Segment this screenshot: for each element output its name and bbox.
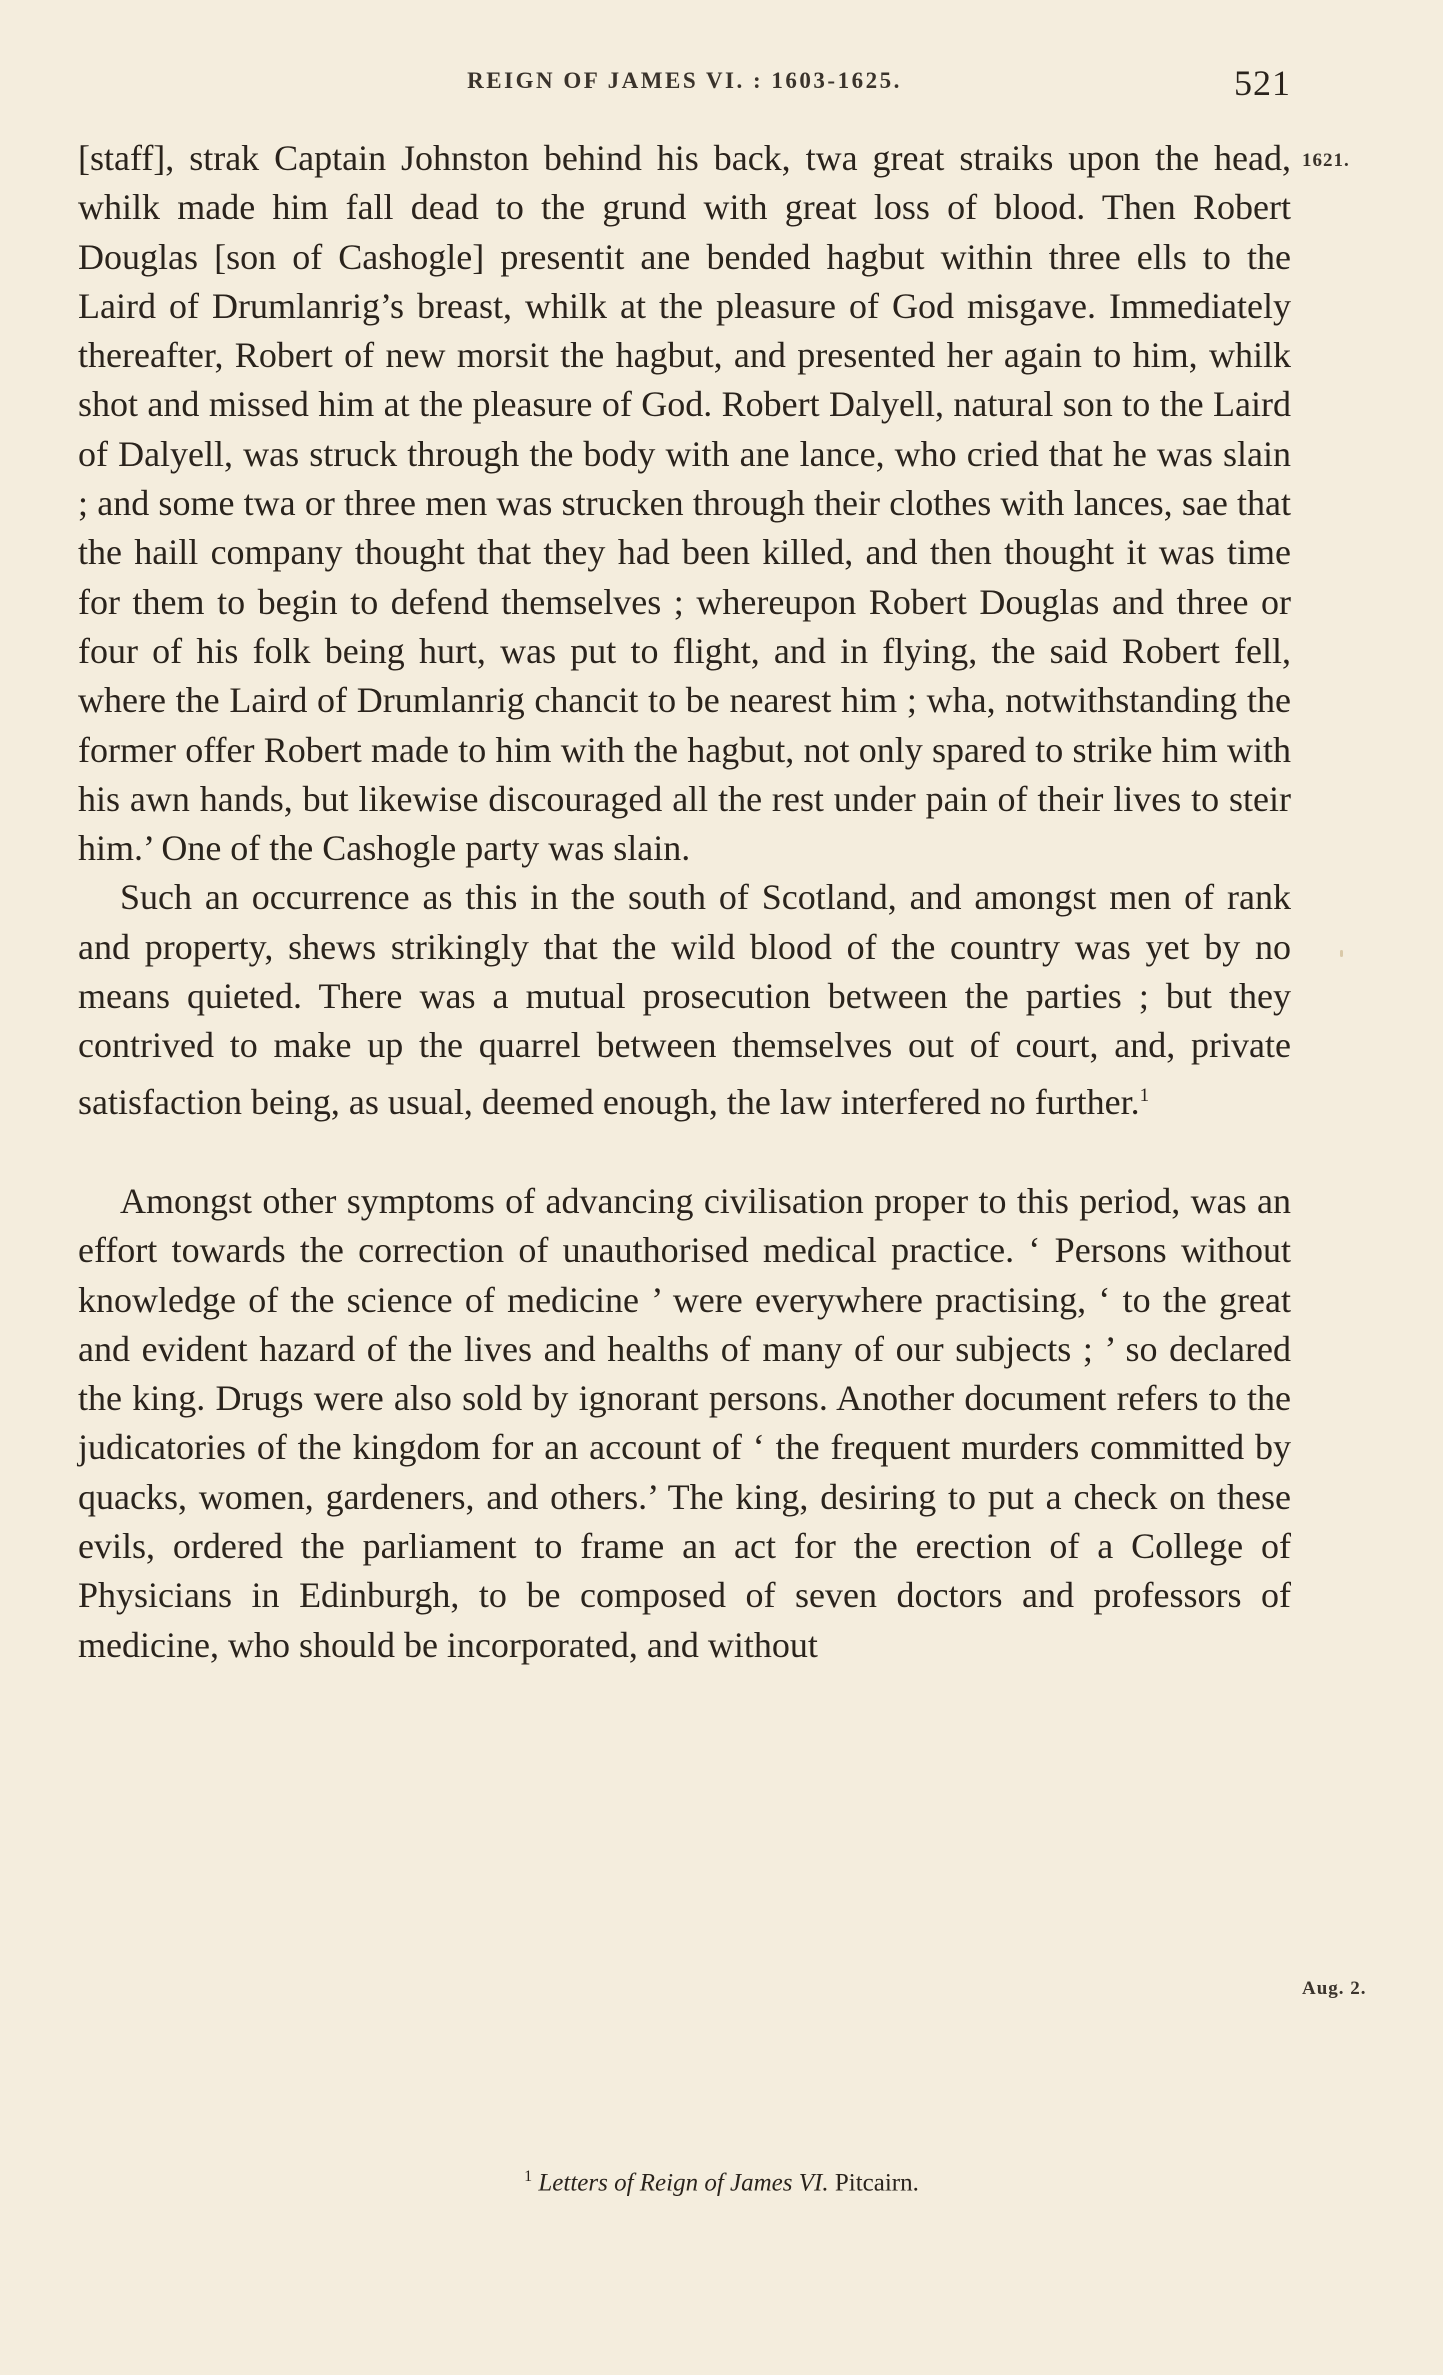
paper-speck: [1340, 950, 1343, 957]
paragraph-1: [staff], strak Captain Johnston behind his back, twa great straiks upon the head, whilk made him fall dead to the grund with great loss of blood. Then Robert Douglas [son of Cashogle] presentit ane bended hagbut within three ells to the Laird of Drumlanrig’s breast, whilk at the pleasure of God misgave. Immediately thereafter, Robert of new morsit the hagbut, and presented her again to him, whilk shot and missed him at the pleasure of God. Robert Dalyell, natural son to the Laird of Dalyell, was struck through the body with ane lance, who cried that he was slain ; and some twa or three men was strucken through their clothes with lances, sae that the haill company thought that they had been killed, and then thought it was time for them to begin to defend themselves ; whereupon Robert Douglas and three or four of his folk being hurt, was put to flight, and in flying, the said Robert fell, where the Laird of Drumlanrig chancit to be nearest him ; wha, notwithstanding the former offer Robert made to him with the hagbut, not only spared to strike him with his awn hands, but likewise discouraged all the rest under pain of their lives to steir him.’ One of the Cashogle party was slain.: [78, 138, 1291, 869]
margin-note-date: Aug. 2.: [1302, 1978, 1367, 1999]
body-text: [78, 134, 1291, 1670]
paragraph-3: Amongst other symptoms of advancing civilisation proper to this period, was an effort towards the correction of unauthorised medical practice. ‘ Persons without knowledge of the science of medicine ’ were everywhere practising, ‘ to the great and evident hazard of the lives and healths of many of our subjects ; ’ so declared the king. Drugs were also sold by ignorant persons. Another document refers to the judicatories of the kingdom for an account of ‘ the frequent murders committed by quacks, women, gardeners, and others.’ The king, desiring to put a check on these evils, ordered the parliament to frame an act for the erection of a College of Physicians in Edinburgh, to be composed of seven doctors and professors of medicine, who should be incorporated, and without: [78, 1180, 1291, 1665]
footnote-source: Pitcairn.: [834, 2169, 919, 2197]
section-break: [78, 1127, 1291, 1177]
paragraph-2: [78, 873, 1291, 1126]
paragraph-2-text: Such an occurrence as this in the south of Scotland, and amongst men of rank and property, shews strikingly that the wild blood of the country was yet by no means quieted. There was a mutual prosecution between the parties ; but they contrived to make up the quarrel between themselves out of court, and, private satisfaction being, as usual, deemed enough, the law interfered no further.: [78, 877, 1291, 1122]
footnote: [0, 2168, 1443, 2197]
footnote-reference: 1: [1139, 1084, 1150, 1106]
margin-note-year: 1621.: [1302, 150, 1350, 171]
footnote-mark: 1: [524, 2168, 533, 2185]
page-number: 521: [1234, 63, 1291, 103]
running-title: REIGN OF JAMES VI. : 1603-1625.: [467, 68, 902, 93]
running-head: [78, 62, 1291, 112]
footnote-title: Letters of Reign of James VI.: [538, 2169, 829, 2197]
